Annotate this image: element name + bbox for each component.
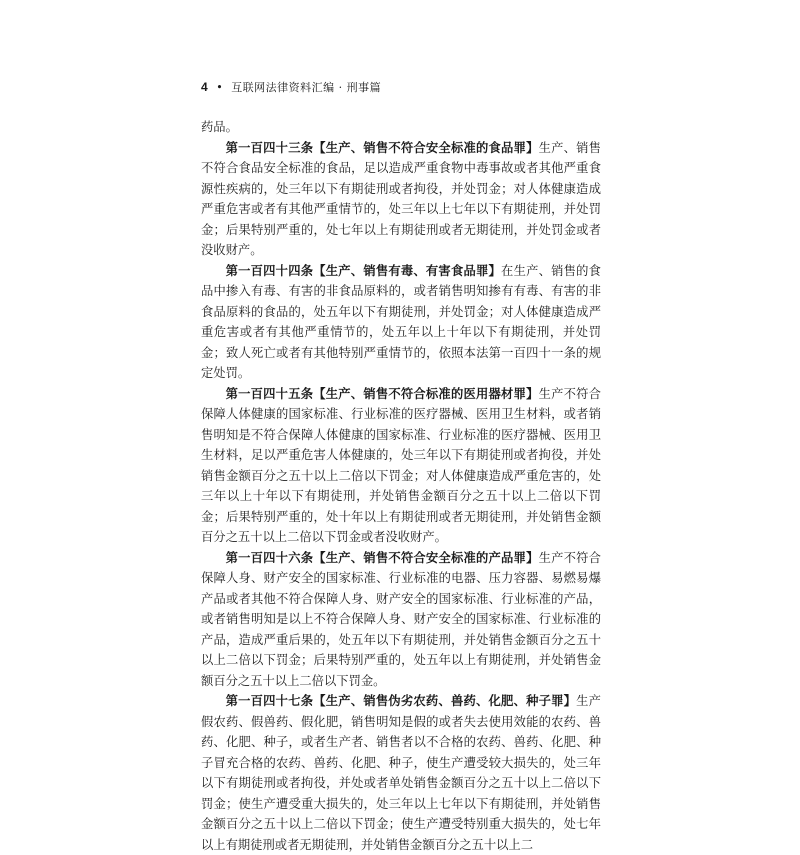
article-text: 生产不符合保障人体健康的国家标准、行业标准的医疗器械、医用卫生材料，或者销售明知是不符合保障人体健康的国家标准、行业标准的医疗器械、医用卫生材料，足以严重危害人体健康的，处三年以下有期徒刑或者拘役，并处销售金额百分之五十以上二倍以下罚金；对人体健康造成严重危害的，处三年以上十年以下有期徒刑，并处销售金额百分之五十以上二倍以下罚金；后果特别严重的，处十年以上有期徒刑或者无期徒刑，并处销售金额百分之五十以上二倍以下罚金或者没收财产。 <box>201 386 601 544</box>
header-separator: • <box>216 81 224 94</box>
article-144 <box>201 261 601 384</box>
article-146 <box>201 548 601 692</box>
article-147 <box>201 691 601 855</box>
page-number: 4 <box>201 80 209 94</box>
article-title: 第一百四十四条【生产、销售有毒、有害食品罪】 <box>225 262 502 278</box>
article-text: 生产、销售不符合食品安全标准的食品，足以造成严重食物中毒事故或者其他严重食源性疾病的，处三年以下有期徒刑或者拘役，并处罚金；对人体健康造成严重危害或者有其他严重情节的，处三年以上七年以下有期徒刑，并处罚金；后果特别严重的，处七年以上有期徒刑或者无期徒刑，并处罚金或者没收财产。 <box>201 140 601 257</box>
article-title: 第一百四十七条【生产、销售伪劣农药、兽药、化肥、种子罪】 <box>225 693 577 708</box>
paragraph-continuation <box>201 117 601 138</box>
article-text: 生产假农药、假兽药、假化肥，销售明知是假的或者失去使用效能的农药、兽药、化肥、种子，或者生产者、销售者以不合格的农药、兽药、化肥、种子冒充合格的农药、兽药、化肥、种子，使生产遭受较大损失的，处三年以下有期徒刑或者拘役，并处或者单处销售金额百分之五十以上二倍以下罚金；使生产遭受重大损失的，处三年以上七年以下有期徒刑，并处销售金额百分之五十以上二倍以下罚金；使生产遭受特别重大损失的，处七年以上有期徒刑或者无期徒刑，并处销售金额百分之五十以上二 <box>201 694 601 852</box>
article-text: 在生产、销售的食品中掺入有毒、有害的非食品原料的，或者销售明知掺有有毒、有害的非食品原料的食品的，处五年以下有期徒刑，并处罚金；对人体健康造成严重危害或者有其他严重情节的，处五年以上十年以下有期徒刑，并处罚金；致人死亡或者有其他特别严重情节的，依照本法第一百四十一条的规定处罚。 <box>201 263 601 380</box>
article-143 <box>201 138 601 261</box>
article-title: 第一百四十六条【生产、销售不符合安全标准的产品罪】 <box>225 549 539 565</box>
running-header <box>201 79 381 95</box>
book-title: 互联网法律资料汇编 · 刑事篇 <box>231 81 382 94</box>
article-title: 第一百四十五条【生产、销售不符合标准的医用器材罪】 <box>225 385 539 401</box>
article-145 <box>201 384 601 548</box>
paragraph-text: 药品。 <box>201 120 238 134</box>
article-title: 第一百四十三条【生产、销售不符合安全标准的食品罪】 <box>225 139 539 155</box>
article-text: 生产不符合保障人身、财产安全的国家标准、行业标准的电器、压力容器、易燃易爆产品或者其他不符合保障人身、财产安全的国家标准、行业标准的产品，或者销售明知是以上不符合保障人身、财产安全的国家标准、行业标准的产品，造成严重后果的，处五年以下有期徒刑，并处销售金额百分之五十以上二倍以下罚金；后果特别严重的，处五年以上有期徒刑，并处销售金额百分之五十以上二倍以下罚金。 <box>201 550 601 688</box>
page-body <box>201 117 601 855</box>
